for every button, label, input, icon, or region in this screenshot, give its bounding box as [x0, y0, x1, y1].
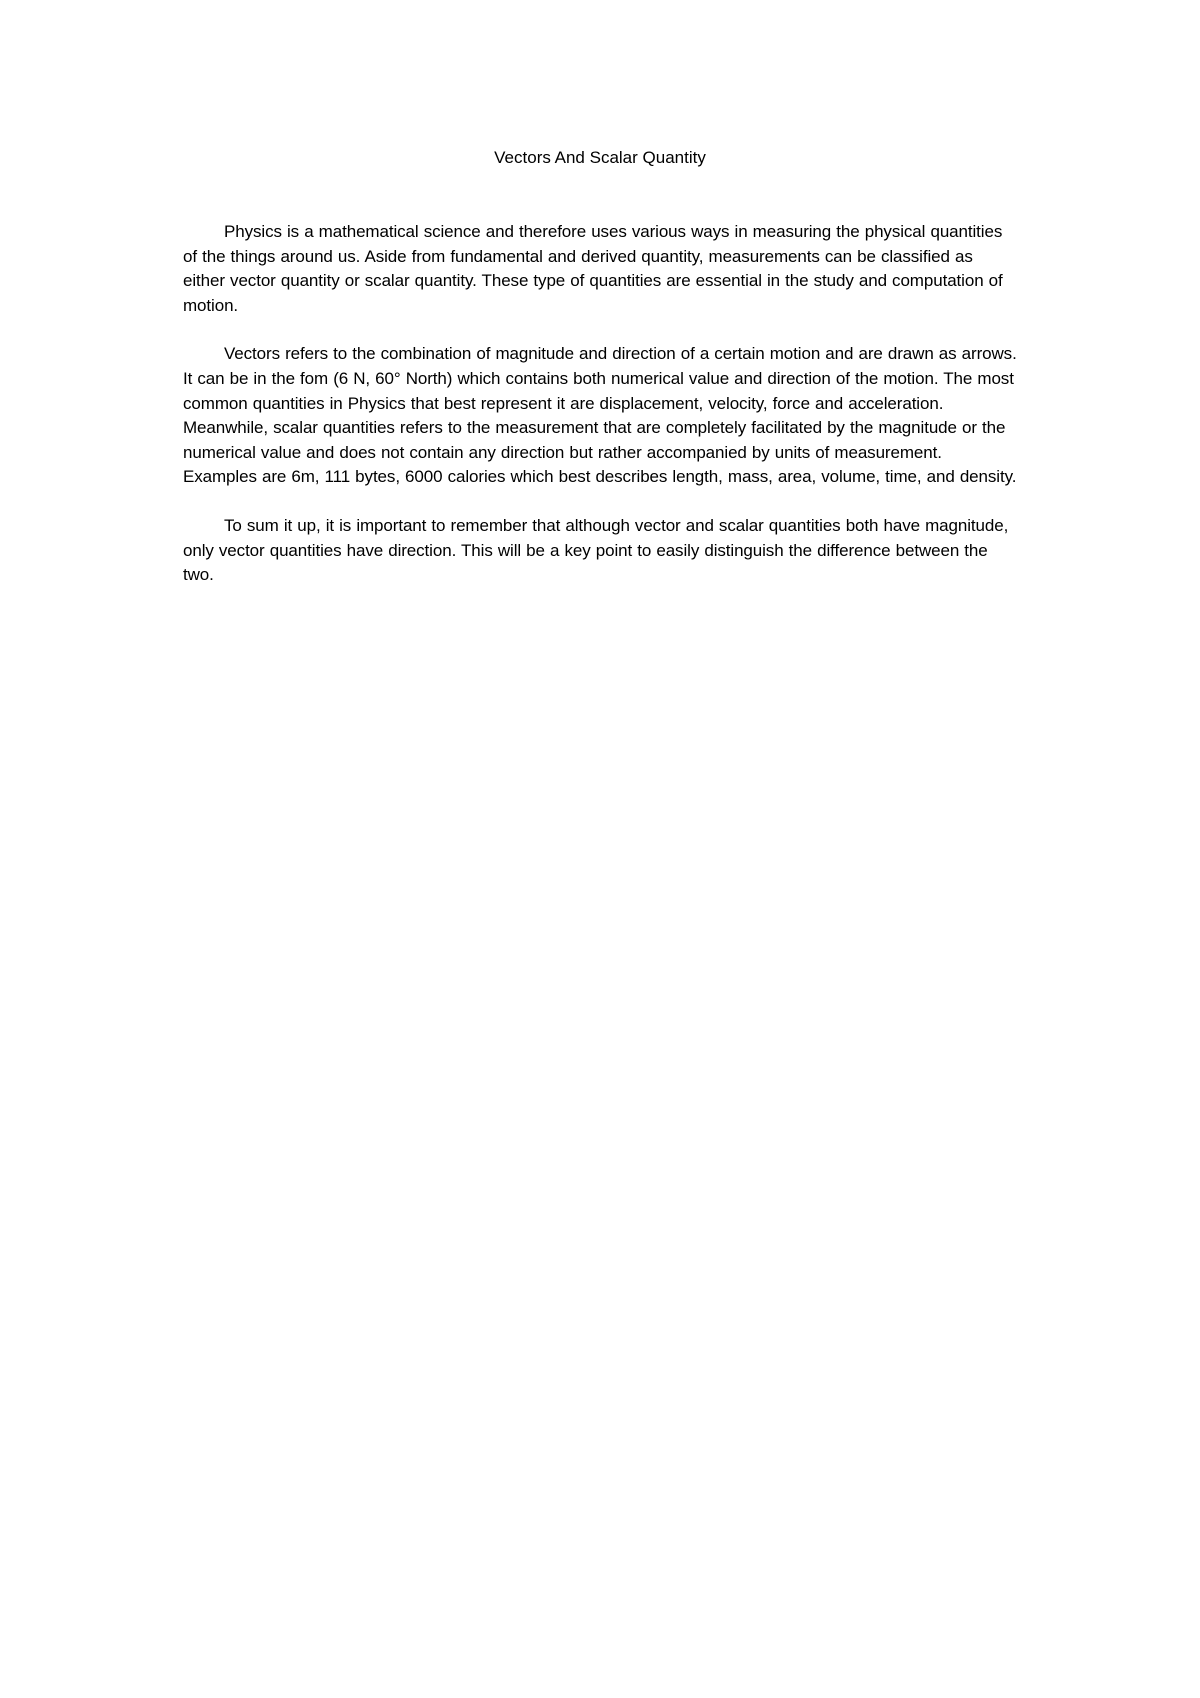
paragraph-vectors-scalars: Vectors refers to the combination of magnitude and direction of a certain motion and are drawn as arrows. It can be in the fom (6 N, 60° North) which contains both numerical value and direction of the motion. The most common quantities in Physics that best represent it are displacement, velocity, force and acceleration. Meanwhile, scalar quantities refers to the measurement that are completely facilitated by the magnitude or the numerical value and does not contain any direction but rather accompanied by units of measurement. Examples are 6m, 111 bytes, 6000 calories which best describes length, mass, area, volume, time, and density. [183, 344, 1017, 487]
document-body [183, 220, 1018, 612]
document-title: Vectors And Scalar Quantity [494, 148, 706, 167]
paragraph-intro: Physics is a mathematical science and therefore uses various ways in measuring the physical quantities of the things around us. Aside from fundamental and derived quantity, measurements can be classified as either vector quantity or scalar quantity. These type of quantities are essential in the study and computation of motion. [183, 222, 1003, 315]
paragraph-conclusion: To sum it up, it is important to remember that although vector and scalar quantities both have magnitude, only vector quantities have direction. This will be a key point to easily distinguish the difference between the two. [183, 515, 1009, 585]
